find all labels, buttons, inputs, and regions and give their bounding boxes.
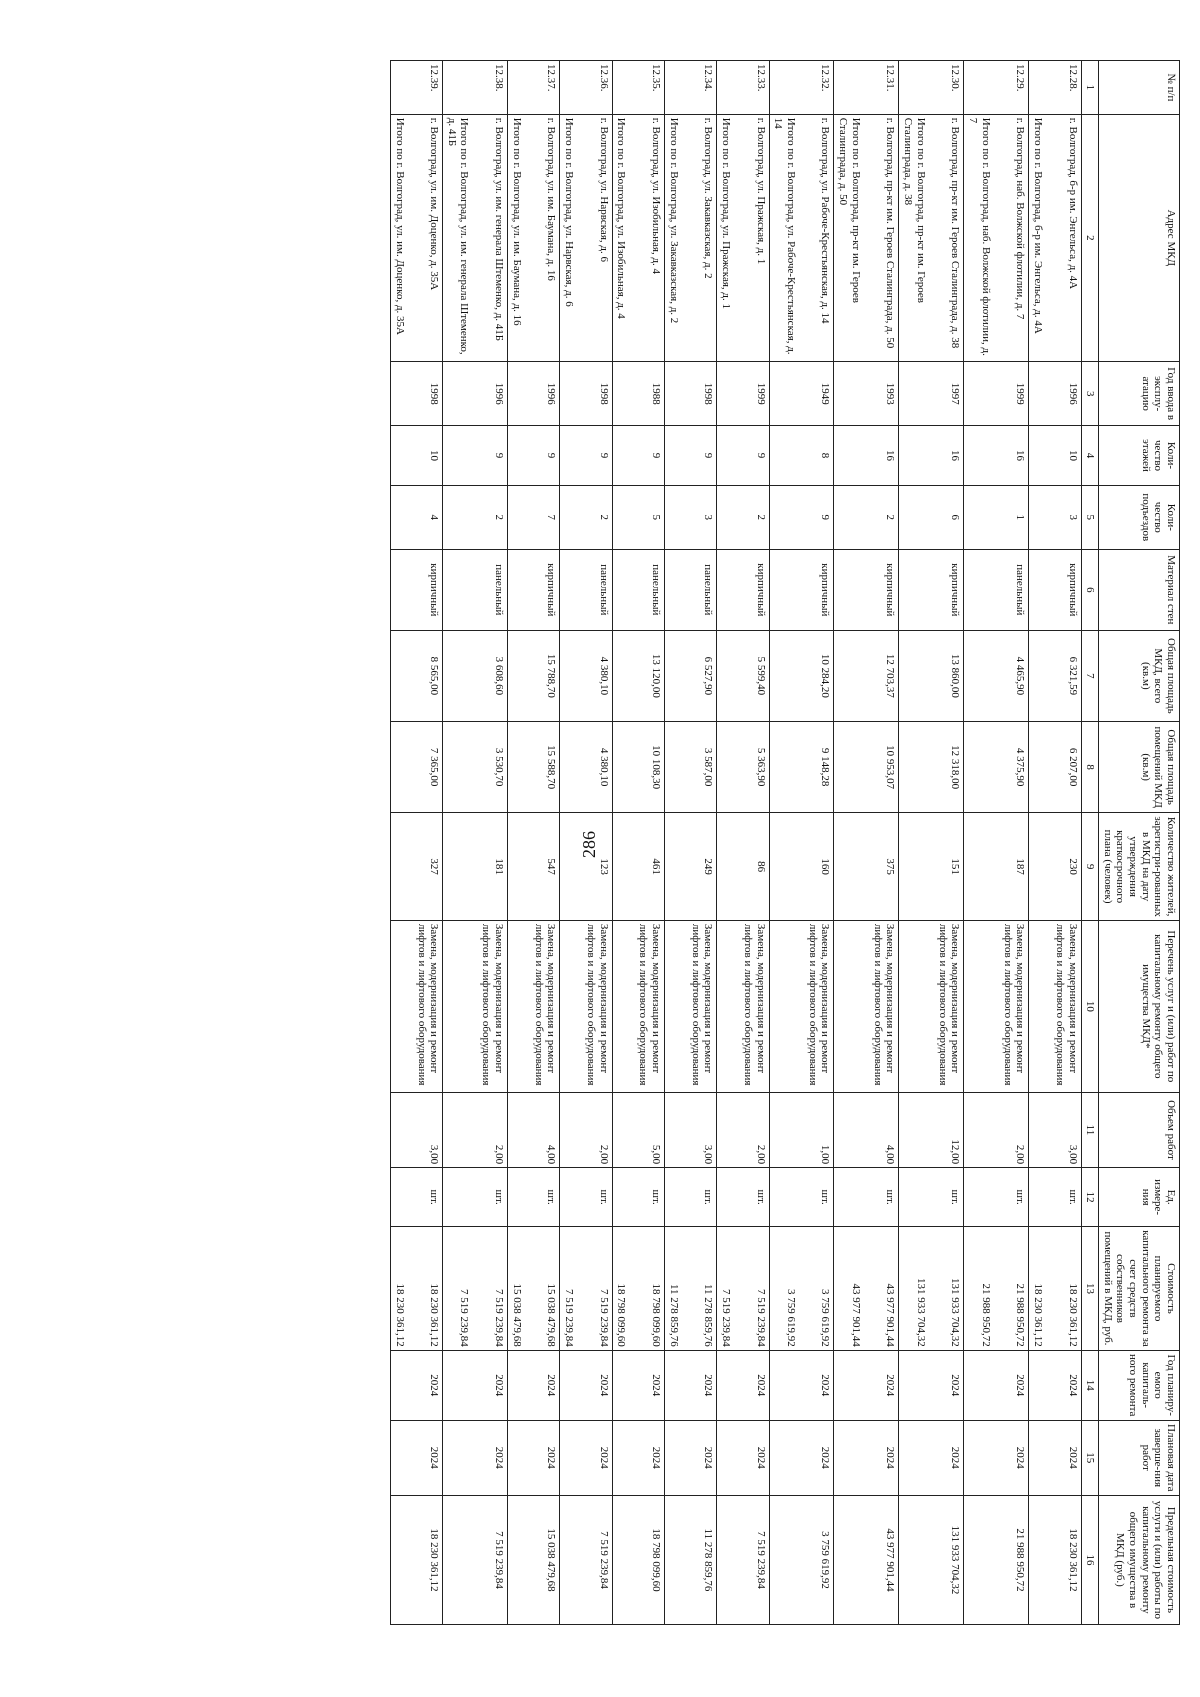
work-type-cell: Замена, модернизация и ремонт лифтов и лифтового оборудования — [560, 920, 612, 1092]
address-cell — [560, 114, 612, 361]
unit-cell: шт. — [769, 1168, 834, 1227]
res-cell: 160 — [769, 813, 834, 920]
cost-cell — [899, 1227, 964, 1351]
area2-cell: 3 530,70 — [443, 722, 508, 813]
floors-cell: 16 — [834, 426, 899, 485]
address-text: г. Волгоград, пр-кт им. Героев Сталинграда, д. 38 — [949, 117, 962, 349]
header-cell: Объем работ — [1099, 1092, 1180, 1167]
total-cost-value: 7 519 239,84 — [458, 1289, 471, 1347]
total-row-label: Итого по г. Волгоград, ул. им. Баумана, д. 16 — [510, 117, 523, 326]
year-cell: 1949 — [769, 361, 834, 425]
year-cell: 1997 — [899, 361, 964, 425]
unit-cell: шт. — [664, 1168, 716, 1227]
header-cell: Перечень услуг и (или) работ по капитальному ремонту общего имущества МКД* — [1099, 920, 1180, 1092]
mat-cell: панельный — [664, 550, 716, 631]
header-cell: Предельная стоимость услуги и (или) работы по капитальному ремонту общего имущества в МКД (руб.) — [1099, 1495, 1180, 1624]
header-cell: Коли-чество этажей — [1099, 426, 1180, 485]
area2-cell: 10 953,07 — [834, 722, 899, 813]
cost-value: 21 988 950,72 — [1014, 1283, 1027, 1347]
area-cell: 4 380,10 — [560, 630, 612, 721]
col-number: 7 — [1081, 630, 1099, 721]
floors-cell: 16 — [964, 426, 1029, 485]
area2-cell: 10 108,30 — [612, 722, 664, 813]
header-cell: Год планиру-емого капиталь-ного ремонта — [1099, 1350, 1180, 1420]
cost-cell — [717, 1227, 769, 1351]
unit-cell: шт. — [612, 1168, 664, 1227]
limit-cell: 18 230 361,12 — [390, 1495, 442, 1624]
limit-cell: 18 230 361,12 — [1029, 1495, 1081, 1624]
work-type-cell: Замена, модернизация и ремонт лифтов и лифтового оборудования — [390, 920, 442, 1092]
floors-cell: 9 — [508, 426, 560, 485]
res-cell: 249 — [664, 813, 716, 920]
cost-cell — [443, 1227, 508, 1351]
cost-value: 11 278 859,76 — [702, 1283, 715, 1347]
mat-cell: кирпичный — [390, 550, 442, 631]
pyear-cell: 2024 — [834, 1350, 899, 1420]
area2-cell: 6 207,00 — [1029, 722, 1081, 813]
entr-cell: 3 — [1029, 485, 1081, 549]
table-row — [560, 61, 612, 1625]
area2-cell: 4 375,90 — [964, 722, 1029, 813]
vol-cell: 1,00 — [769, 1092, 834, 1167]
limit-cell: 131 933 704,32 — [899, 1495, 964, 1624]
end-cell: 2024 — [443, 1420, 508, 1495]
header-cell: Адрес МКД — [1099, 114, 1180, 361]
mat-cell: панельный — [964, 550, 1029, 631]
table-row — [899, 61, 964, 1625]
col-number: 1 — [1081, 61, 1099, 115]
address-text: г. Волгоград, ул. Изобильная, д. 4 — [649, 117, 662, 275]
address-text: г. Волгоград, ул. им. Баумана, д. 16 — [545, 117, 558, 281]
year-cell: 1998 — [390, 361, 442, 425]
mat-cell: кирпичный — [899, 550, 964, 631]
total-row-label: Итого по г. Волгоград, ул. им. генерала Штеменко, д. 41Б — [445, 117, 471, 355]
address-cell — [964, 114, 1029, 361]
pyear-cell: 2024 — [508, 1350, 560, 1420]
mat-cell: панельный — [443, 550, 508, 631]
address-text: г. Волгоград, ул. Пражская, д. 1 — [754, 117, 767, 265]
pyear-cell: 2024 — [1029, 1350, 1081, 1420]
limit-cell: 7 519 239,84 — [443, 1495, 508, 1624]
pyear-cell: 2024 — [769, 1350, 834, 1420]
entr-cell: 1 — [964, 485, 1029, 549]
vol-cell: 12,00 — [899, 1092, 964, 1167]
total-cost-value: 15 038 479,68 — [510, 1283, 523, 1347]
total-row-label: Итого по г. Волгоград, пр-кт им. Героев Сталинграда, д. 50 — [837, 117, 862, 303]
address-cell — [899, 114, 964, 361]
table-body — [390, 61, 1081, 1625]
work-type-cell: Замена, модернизация и ремонт лифтов и лифтового оборудования — [769, 920, 834, 1092]
address-text: г. Волгоград, пр-кт им. Героев Сталинграда, д. 50 — [884, 117, 897, 349]
mat-cell: кирпичный — [1029, 550, 1081, 631]
pyear-cell: 2024 — [443, 1350, 508, 1420]
mat-cell: кирпичный — [834, 550, 899, 631]
total-cost-value: 131 933 704,32 — [914, 1278, 927, 1347]
area-cell: 5 599,40 — [717, 630, 769, 721]
address-text: г. Волгоград, ул. Закавказская, д. 2 — [702, 117, 715, 279]
floors-cell: 10 — [390, 426, 442, 485]
total-row-label: Итого по г. Волгоград, наб. Волжской флотилии, д. 7 — [966, 117, 992, 356]
area2-cell: 3 587,00 — [664, 722, 716, 813]
area-cell: 13 120,00 — [612, 630, 664, 721]
total-row-label: Итого по г. Волгоград, ул. им. Доценко, д. 35А — [393, 117, 406, 335]
unit-cell: шт. — [964, 1168, 1029, 1227]
cost-cell — [1029, 1227, 1081, 1351]
n-cell: 12.35. — [612, 61, 664, 115]
res-cell: 327 — [390, 813, 442, 920]
rotated-table-wrapper — [30, 60, 1180, 1625]
page-number: 286 — [579, 831, 599, 858]
n-cell: 12.33. — [717, 61, 769, 115]
header-cell: Год ввода в эксплу-атацию — [1099, 361, 1180, 425]
n-cell: 12.39. — [390, 61, 442, 115]
pyear-cell: 2024 — [964, 1350, 1029, 1420]
vol-cell: 5,00 — [612, 1092, 664, 1167]
area2-cell: 9 148,28 — [769, 722, 834, 813]
res-cell: 181 — [443, 813, 508, 920]
work-type-cell: Замена, модернизация и ремонт лифтов и лифтового оборудования — [508, 920, 560, 1092]
address-cell — [769, 114, 834, 361]
col-number: 2 — [1081, 114, 1099, 361]
end-cell: 2024 — [390, 1420, 442, 1495]
vol-cell: 2,00 — [560, 1092, 612, 1167]
col-number: 12 — [1081, 1168, 1099, 1227]
total-cost-value: 3 759 619,92 — [784, 1289, 797, 1347]
end-cell: 2024 — [834, 1420, 899, 1495]
area-cell: 15 788,70 — [508, 630, 560, 721]
table-row — [612, 61, 664, 1625]
area-cell: 10 284,20 — [769, 630, 834, 721]
area-cell: 6 527,90 — [664, 630, 716, 721]
work-type-cell: Замена, модернизация и ремонт лифтов и лифтового оборудования — [834, 920, 899, 1092]
total-row-label: Итого по г. Волгоград, ул. Нарвская, д. 6 — [563, 117, 576, 307]
mat-cell: кирпичный — [508, 550, 560, 631]
address-cell — [390, 114, 442, 361]
pyear-cell: 2024 — [612, 1350, 664, 1420]
cost-value: 18 230 361,12 — [1066, 1283, 1079, 1347]
end-cell: 2024 — [612, 1420, 664, 1495]
table-row — [390, 61, 442, 1625]
address-cell — [664, 114, 716, 361]
col-number: 3 — [1081, 361, 1099, 425]
column-number-row — [1081, 61, 1099, 1625]
n-cell: 12.36. — [560, 61, 612, 115]
work-type-cell: Замена, модернизация и ремонт лифтов и лифтового оборудования — [664, 920, 716, 1092]
cost-cell — [612, 1227, 664, 1351]
address-cell — [834, 114, 899, 361]
cost-value: 18 798 099,60 — [649, 1283, 662, 1347]
col-number: 5 — [1081, 485, 1099, 549]
n-cell: 12.31. — [834, 61, 899, 115]
work-type-cell: Замена, модернизация и ремонт лифтов и лифтового оборудования — [964, 920, 1029, 1092]
unit-cell: шт. — [443, 1168, 508, 1227]
n-cell: 12.29. — [964, 61, 1029, 115]
vol-cell: 3,00 — [664, 1092, 716, 1167]
entr-cell: 7 — [508, 485, 560, 549]
area-cell: 6 321,59 — [1029, 630, 1081, 721]
address-text: г. Волгоград, наб. Волжской флотилии, д. 7 — [1014, 117, 1027, 320]
area2-cell: 7 365,00 — [390, 722, 442, 813]
header-cell: Плановая дата заверше-ния работ — [1099, 1420, 1180, 1495]
total-cost-value: 11 278 859,76 — [667, 1283, 680, 1347]
year-cell: 1996 — [1029, 361, 1081, 425]
capital-repair-table — [390, 60, 1180, 1625]
pyear-cell: 2024 — [899, 1350, 964, 1420]
cost-value: 7 519 239,84 — [754, 1289, 767, 1347]
res-cell: 547 — [508, 813, 560, 920]
area-cell: 12 703,37 — [834, 630, 899, 721]
n-cell: 12.34. — [664, 61, 716, 115]
unit-cell: шт. — [834, 1168, 899, 1227]
entr-cell: 5 — [612, 485, 664, 549]
year-cell: 1996 — [508, 361, 560, 425]
n-cell: 12.30. — [899, 61, 964, 115]
area-cell: 13 860,00 — [899, 630, 964, 721]
col-number: 15 — [1081, 1420, 1099, 1495]
res-cell: 86 — [717, 813, 769, 920]
floors-cell: 9 — [717, 426, 769, 485]
entr-cell: 6 — [899, 485, 964, 549]
table-row — [664, 61, 716, 1625]
n-cell: 12.37. — [508, 61, 560, 115]
pyear-cell: 2024 — [560, 1350, 612, 1420]
floors-cell: 16 — [899, 426, 964, 485]
res-cell: 123 — [560, 813, 612, 920]
floors-cell: 9 — [443, 426, 508, 485]
total-cost-value: 21 988 950,72 — [979, 1283, 992, 1347]
end-cell: 2024 — [508, 1420, 560, 1495]
limit-cell: 43 977 901,44 — [834, 1495, 899, 1624]
cost-cell — [769, 1227, 834, 1351]
area-cell: 4 465,90 — [964, 630, 1029, 721]
res-cell: 187 — [964, 813, 1029, 920]
cost-cell — [390, 1227, 442, 1351]
cost-cell — [834, 1227, 899, 1351]
vol-cell: 2,00 — [443, 1092, 508, 1167]
col-number: 4 — [1081, 426, 1099, 485]
res-cell: 151 — [899, 813, 964, 920]
work-type-cell: Замена, модернизация и ремонт лифтов и лифтового оборудования — [443, 920, 508, 1092]
area2-cell: 15 588,70 — [508, 722, 560, 813]
work-type-cell: Замена, модернизация и ремонт лифтов и лифтового оборудования — [1029, 920, 1081, 1092]
end-cell: 2024 — [717, 1420, 769, 1495]
total-row-label: Итого по г. Волгоград, ул. Изобильная, д. 4 — [615, 117, 628, 319]
area2-cell: 5 363,90 — [717, 722, 769, 813]
year-cell: 1999 — [717, 361, 769, 425]
floors-cell: 9 — [612, 426, 664, 485]
unit-cell: шт. — [560, 1168, 612, 1227]
address-text: г. Волгоград, ул. им. Доценко, д. 35А — [428, 117, 441, 291]
cost-value: 131 933 704,32 — [949, 1278, 962, 1347]
address-cell — [508, 114, 560, 361]
entr-cell: 2 — [717, 485, 769, 549]
total-row-label: Итого по г. Волгоград, ул. Рабоче-Крестьянская, д. 14 — [772, 117, 797, 355]
col-number: 14 — [1081, 1350, 1099, 1420]
floors-cell: 9 — [560, 426, 612, 485]
cost-value: 18 230 361,12 — [428, 1283, 441, 1347]
total-cost-value: 18 798 099,60 — [615, 1283, 628, 1347]
table-row — [1029, 61, 1081, 1625]
header-cell: Количество жителей, зарегистри-рованных в МКД на дату утверждения краткосрочного плана (человек) — [1099, 813, 1180, 920]
area-cell: 3 608,60 — [443, 630, 508, 721]
cost-cell — [560, 1227, 612, 1351]
header-cell: Ед. измере-ния — [1099, 1168, 1180, 1227]
vol-cell: 3,00 — [1029, 1092, 1081, 1167]
vol-cell: 2,00 — [717, 1092, 769, 1167]
col-number: 8 — [1081, 722, 1099, 813]
cost-value: 43 977 901,44 — [884, 1283, 897, 1347]
address-text: г. Волгоград, б-р им. Энгельса, д. 4А — [1066, 117, 1079, 290]
end-cell: 2024 — [769, 1420, 834, 1495]
unit-cell: шт. — [717, 1168, 769, 1227]
end-cell: 2024 — [664, 1420, 716, 1495]
floors-cell: 10 — [1029, 426, 1081, 485]
total-cost-value: 18 230 361,12 — [1031, 1283, 1044, 1347]
mat-cell: панельный — [612, 550, 664, 631]
col-number: 13 — [1081, 1227, 1099, 1351]
col-number: 11 — [1081, 1092, 1099, 1167]
header-cell: № п/п — [1099, 61, 1180, 115]
entr-cell: 3 — [664, 485, 716, 549]
year-cell: 1998 — [664, 361, 716, 425]
total-row-label: Итого по г. Волгоград, пр-кт им. Героев Сталинграда, д. 38 — [902, 117, 927, 303]
cost-value: 7 519 239,84 — [493, 1289, 506, 1347]
res-cell: 461 — [612, 813, 664, 920]
unit-cell: шт. — [508, 1168, 560, 1227]
cost-cell — [508, 1227, 560, 1351]
entr-cell: 2 — [560, 485, 612, 549]
limit-cell: 11 278 859,76 — [664, 1495, 716, 1624]
limit-cell: 18 798 099,60 — [612, 1495, 664, 1624]
header-row — [1099, 61, 1180, 1625]
address-text: г. Волгоград, ул. Нарвская, д. 6 — [597, 117, 610, 262]
mat-cell: кирпичный — [717, 550, 769, 631]
entr-cell: 4 — [390, 485, 442, 549]
address-cell — [1029, 114, 1081, 361]
cost-value: 3 759 619,92 — [819, 1289, 832, 1347]
total-cost-value: 7 519 239,84 — [563, 1289, 576, 1347]
limit-cell: 7 519 239,84 — [717, 1495, 769, 1624]
limit-cell: 3 759 619,92 — [769, 1495, 834, 1624]
vol-cell: 4,00 — [834, 1092, 899, 1167]
address-text: г. Волгоград, ул. им. генерала Штеменко, д. 41Б — [493, 117, 506, 342]
address-text: г. Волгоград, ул. Рабоче-Крестьянская, д. 14 — [819, 117, 832, 324]
table-row — [834, 61, 899, 1625]
limit-cell: 7 519 239,84 — [560, 1495, 612, 1624]
limit-cell: 21 988 950,72 — [964, 1495, 1029, 1624]
pyear-cell: 2024 — [390, 1350, 442, 1420]
end-cell: 2024 — [964, 1420, 1029, 1495]
header-cell: Общая площадь МКД, всего (кв.м) — [1099, 630, 1180, 721]
year-cell: 1993 — [834, 361, 899, 425]
col-number: 9 — [1081, 813, 1099, 920]
address-cell — [612, 114, 664, 361]
year-cell: 1996 — [443, 361, 508, 425]
total-cost-value: 43 977 901,44 — [849, 1283, 862, 1347]
address-cell — [717, 114, 769, 361]
table-row — [769, 61, 834, 1625]
header-cell: Общая площадь помещений МКД (кв.м) — [1099, 722, 1180, 813]
total-row-label: Итого по г. Волгоград, ул. Закавказская, д. 2 — [667, 117, 680, 324]
n-cell: 12.38. — [443, 61, 508, 115]
end-cell: 2024 — [560, 1420, 612, 1495]
work-type-cell: Замена, модернизация и ремонт лифтов и лифтового оборудования — [899, 920, 964, 1092]
res-cell: 375 — [834, 813, 899, 920]
mat-cell: кирпичный — [769, 550, 834, 631]
total-cost-value: 18 230 361,12 — [393, 1283, 406, 1347]
work-type-cell: Замена, модернизация и ремонт лифтов и лифтового оборудования — [717, 920, 769, 1092]
unit-cell: шт. — [899, 1168, 964, 1227]
vol-cell: 4,00 — [508, 1092, 560, 1167]
vol-cell: 3,00 — [390, 1092, 442, 1167]
col-number: 16 — [1081, 1495, 1099, 1624]
table-row — [717, 61, 769, 1625]
work-type-cell: Замена, модернизация и ремонт лифтов и лифтового оборудования — [612, 920, 664, 1092]
col-number: 6 — [1081, 550, 1099, 631]
header-cell: Материал стен — [1099, 550, 1180, 631]
header-cell: Коли-чество подъездов — [1099, 485, 1180, 549]
cost-value: 15 038 479,68 — [545, 1283, 558, 1347]
entr-cell: 2 — [443, 485, 508, 549]
floors-cell: 8 — [769, 426, 834, 485]
mat-cell: панельный — [560, 550, 612, 631]
year-cell: 1999 — [964, 361, 1029, 425]
year-cell: 1988 — [612, 361, 664, 425]
header-cell: Стоимость планируемого капитального ремонта за счет средств собственников помещений в МКД, руб. — [1099, 1227, 1180, 1351]
unit-cell: шт. — [1029, 1168, 1081, 1227]
cost-value: 7 519 239,84 — [597, 1289, 610, 1347]
n-cell: 12.32. — [769, 61, 834, 115]
area2-cell: 12 318,00 — [899, 722, 964, 813]
table-row — [508, 61, 560, 1625]
entr-cell: 9 — [769, 485, 834, 549]
end-cell: 2024 — [899, 1420, 964, 1495]
cost-cell — [964, 1227, 1029, 1351]
pyear-cell: 2024 — [717, 1350, 769, 1420]
unit-cell: шт. — [390, 1168, 442, 1227]
floors-cell: 9 — [664, 426, 716, 485]
res-cell: 230 — [1029, 813, 1081, 920]
area-cell: 8 565,00 — [390, 630, 442, 721]
entr-cell: 2 — [834, 485, 899, 549]
col-number: 10 — [1081, 920, 1099, 1092]
table-row — [443, 61, 508, 1625]
limit-cell: 15 038 479,68 — [508, 1495, 560, 1624]
vol-cell: 2,00 — [964, 1092, 1029, 1167]
total-row-label: Итого по г. Волгоград, б-р им. Энгельса, д. 4А — [1031, 117, 1044, 334]
table-row — [964, 61, 1029, 1625]
cost-cell — [664, 1227, 716, 1351]
end-cell: 2024 — [1029, 1420, 1081, 1495]
area2-cell: 4 380,10 — [560, 722, 612, 813]
year-cell: 1998 — [560, 361, 612, 425]
total-row-label: Итого по г. Волгоград, ул. Пражская, д. 1 — [719, 117, 732, 309]
total-cost-value: 7 519 239,84 — [719, 1289, 732, 1347]
pyear-cell: 2024 — [664, 1350, 716, 1420]
address-cell — [443, 114, 508, 361]
n-cell: 12.28. — [1029, 61, 1081, 115]
